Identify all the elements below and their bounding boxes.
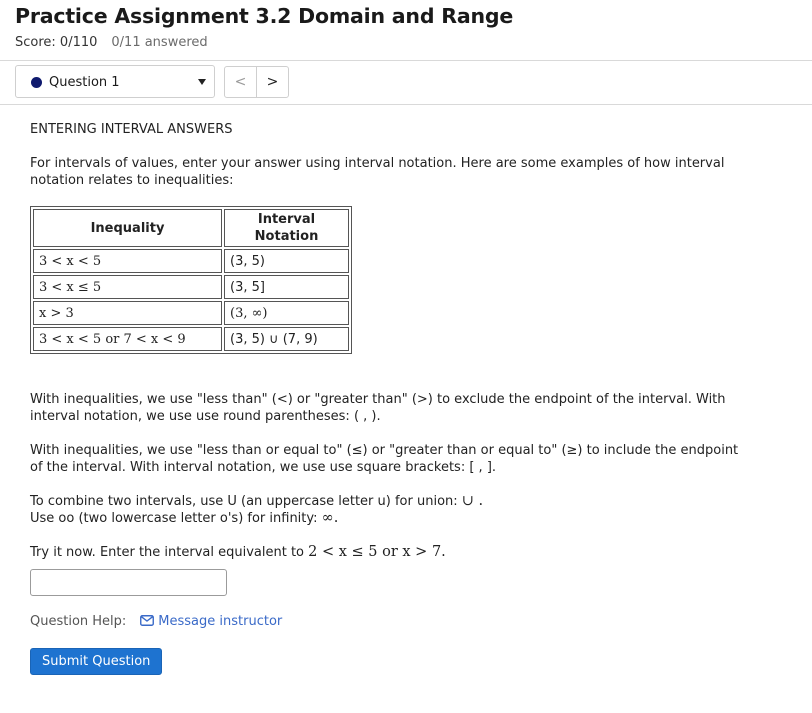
divider — [0, 104, 812, 105]
message-instructor-label: Message instructor — [158, 614, 283, 629]
interval-cell: (3, 5] — [224, 275, 349, 299]
inequality-cell: 3 < x < 5 — [33, 249, 222, 273]
inequality-cell: 3 < x ≤ 5 — [33, 275, 222, 299]
intro-paragraph: For intervals of values, enter your answer using interval notation. Here are some examples of how interval notation relates to inequalities: — [30, 156, 725, 188]
infinity-line — [30, 510, 750, 527]
divider — [0, 60, 812, 61]
union-symbol: ∪ . — [461, 493, 484, 509]
infinity-symbol: ∞. — [321, 510, 339, 526]
interval-cell: (3, ∞) — [224, 301, 349, 325]
question-help — [30, 613, 750, 631]
include-paragraph: With inequalities, we use "less than or equal to" (≤) or "greater than or equal to" (≥) to include the endpoint of the interval. With interval notation, we use use square brackets: [ , ]. — [30, 443, 739, 475]
submit-question-button[interactable]: Submit Question — [30, 648, 162, 675]
question-status-dot — [31, 77, 42, 88]
table-header: Inequality — [33, 209, 222, 247]
table-row — [33, 301, 349, 325]
answered-count: 0/11 answered — [111, 35, 208, 50]
page-title: Practice Assignment 3.2 Domain and Range — [15, 4, 514, 28]
score-line — [15, 35, 208, 50]
try-text: Try it now. Enter the interval equivalent to — [30, 545, 305, 560]
interval-cell: (3, 5) ∪ (7, 9) — [224, 327, 349, 351]
union-line — [30, 493, 750, 510]
envelope-icon — [140, 614, 154, 631]
message-instructor-link[interactable] — [140, 614, 282, 629]
previous-question-button[interactable]: < — [224, 66, 257, 98]
union-text: To combine two intervals, use U (an uppercase letter u) for union: — [30, 494, 458, 509]
table-row — [33, 249, 349, 273]
try-line — [30, 544, 750, 561]
score-text: Score: 0/110 — [15, 35, 98, 50]
table-header-row — [33, 209, 349, 247]
question-select-label: Question 1 — [49, 75, 120, 90]
question-select[interactable] — [15, 65, 215, 98]
chevron-down-icon — [198, 79, 206, 85]
interval-cell: (3, 5) — [224, 249, 349, 273]
exclude-paragraph: With inequalities, we use "less than" (<) or "greater than" (>) to exclude the endpoint of the interval. With interval notation, we use use round parentheses: ( , ). — [30, 392, 726, 424]
infinity-text: Use oo (two lowercase letter o's) for infinity: — [30, 511, 318, 526]
next-question-button[interactable]: > — [256, 66, 289, 98]
try-math: 2 < x ≤ 5 or x > 7. — [308, 544, 446, 560]
table-row — [33, 327, 349, 351]
question-heading: ENTERING INTERVAL ANSWERS — [30, 122, 233, 137]
inequality-cell: x > 3 — [33, 301, 222, 325]
inequality-cell: 3 < x < 5 or 7 < x < 9 — [33, 327, 222, 351]
answer-input[interactable] — [30, 569, 227, 596]
question-help-label: Question Help: — [30, 614, 127, 629]
table-header: Interval Notation — [224, 209, 349, 247]
question-content — [30, 121, 750, 675]
examples-table — [30, 206, 352, 354]
table-row — [33, 275, 349, 299]
